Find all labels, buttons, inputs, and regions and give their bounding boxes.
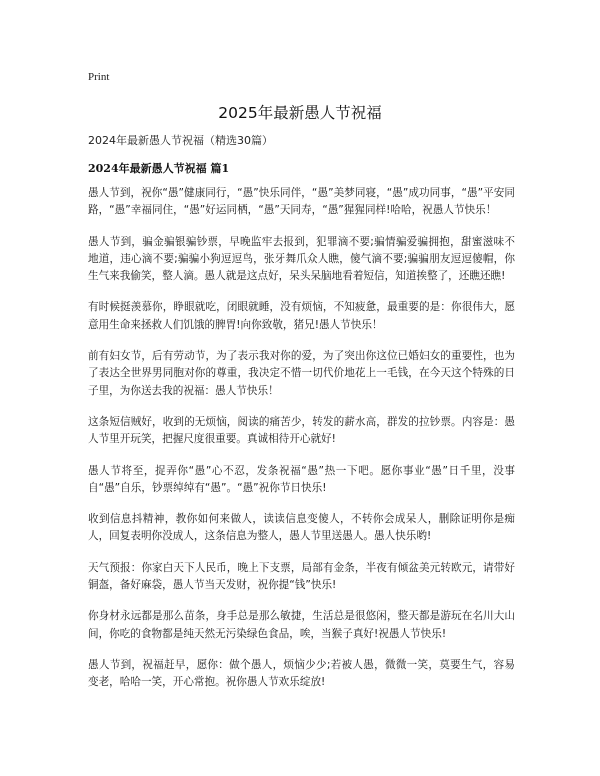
section-heading: 2024年最新愚人节祝福 篇1 [88, 162, 230, 175]
paragraph: 前有妇女节，后有劳动节，为了表示我对你的爱，为了突出你这位已婚妇女的重要性，也为了表达全世界男同胞对你的尊重，我决定不惜一切代价地花上一毛钱，在今天这个特殊的日子里，为你送去我的祝福：愚人节快乐！ [88, 350, 515, 397]
paragraph: 天气预报：你家白天下人民币，晚上下支票，局部有金条，半夜有倾盆美元转欧元，请带好铜盔，备好麻袋，愚人节当天发财，祝你提“钱”快乐! [88, 561, 515, 592]
paragraph: 你身材永远都是那么苗条，身手总是那么敏捷，生活总是很悠闲，整天都是游玩在名川大山间，你吃的食物都是纯天然无污染绿色食品，唉，当猴子真好!祝愚人节快乐! [88, 610, 515, 640]
print-label: Print [88, 71, 110, 83]
paragraph: 这条短信贼好，收到的无烦恼，阅读的痛苦少，转发的薪水高，群发的拉钞票。内容是：愚人节里开玩笑，把握尺度很重要。真诚相待开心就好! [88, 415, 515, 446]
paragraph: 愚人节到，祝福赶早，愿你：做个愚人，烦恼少少;若被人愚，微微一笑，莫要生气，容易变老，哈哈一笑，开心常抱。祝你愚人节欢乐绽放! [88, 658, 515, 689]
paragraph: 愚人节将至，捉弄你“愚”心不忍，发条祝福“愚”热一下吧。愿你事业“愚”日千里，没事自“愚”自乐，钞票绰绰有“愚”。“愚”祝你节日快乐! [88, 464, 515, 494]
paragraph: 有时候挺羡慕你，睁眼就吃，闭眼就睡，没有烦恼，不知疲惫，最重要的是：你很伟大，愿意用生命来拯救人们饥饿的脾胃!向你致敬，猪兄!愚人节快乐！ [88, 301, 515, 331]
page-title: 2025年最新愚人节祝福 [218, 104, 382, 122]
paragraph: 愚人节到，骗金骗银骗钞票，早晚监牢去报到，犯罪滴不要;骗情骗爱骗拥抱，甜蜜滋味不地道，违心滴不要;骗骗小狗逗逗鸟，张牙舞爪众人瞧，傻气滴不要;骗骗朋友逗逗傻帽，你生气来我偷笑，整人滴。愚人就是这点好，呆头呆脑地看着短信，知道挨整了，还瞧还瞧! [88, 235, 515, 283]
paragraph: 愚人节到，祝你“愚”健康同行，“愚”快乐同伴，“愚”美梦同寝，“愚”成功同事，“愚”平安同路，“愚”幸福同住，“愚”好运同栖，“愚”天同寿，“愚”猩猩同样!哈哈，祝愚人节快乐！ [88, 187, 515, 217]
paragraph: 收到信息抖精神，教你如何来做人，读读信息变傻人，不转你会成呆人，删除证明你是痴人，回复表明你没成人，这条信息为整人，愚人节里送愚人。愚人快乐哟! [88, 513, 515, 543]
article-body [88, 185, 515, 706]
page-subtitle: 2024年最新愚人节祝福（精选30篇） [88, 134, 273, 147]
